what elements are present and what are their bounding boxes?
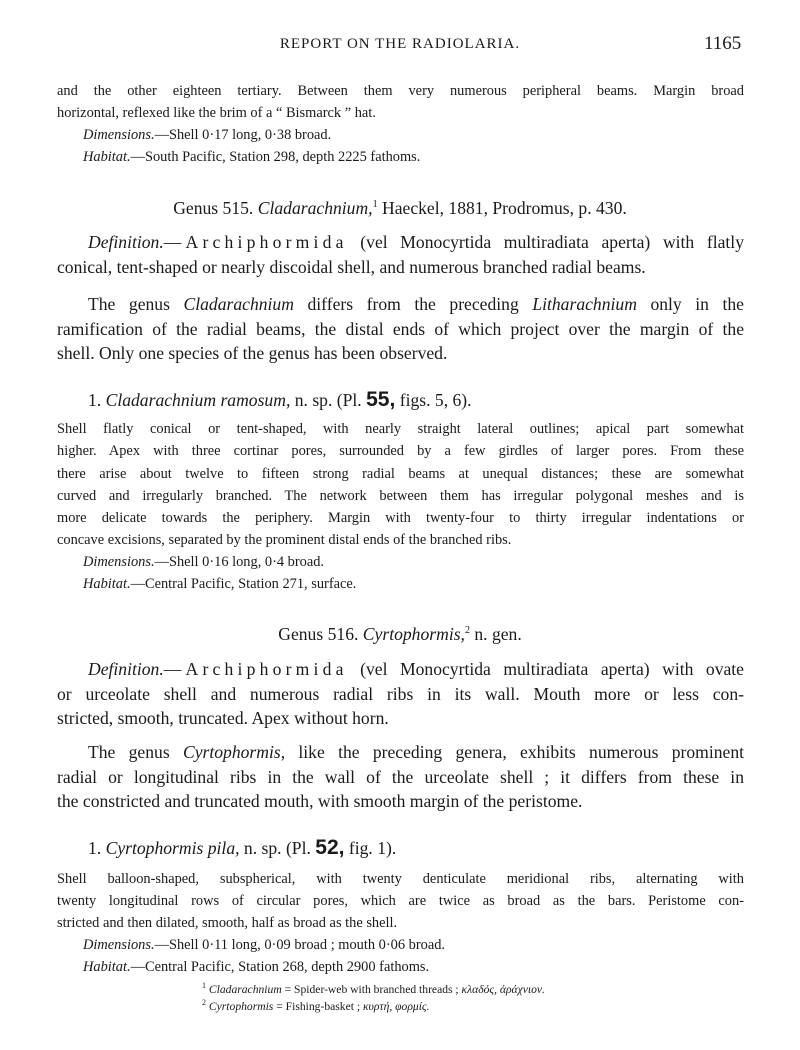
species-1-desc-line-3: there arise about twelve to fifteen strong radial beams at unequal distances; these are somewhat [57, 466, 744, 482]
definition-term: —Archiphormida [163, 232, 348, 252]
footnote-text: = Fishing-basket ; [273, 999, 363, 1013]
species-name: Cyrtophormis pila, [105, 838, 240, 858]
genus-516-para-line-1 [88, 742, 744, 763]
species-1-habitat [83, 573, 356, 595]
habitat-label: Habitat. [83, 959, 131, 975]
genus-516-number: Genus 516. [278, 624, 363, 644]
genus-516-definition-line-1 [88, 659, 744, 680]
running-header: REPORT ON THE RADIOLARIA. [279, 36, 521, 52]
genus-515-author: Haeckel, 1881, Prodromus, p. 430. [377, 198, 627, 218]
genus-515-definition-line-1 [88, 232, 744, 253]
habitat-text: —Central Pacific, Station 268, depth 2900 fathoms. [130, 959, 430, 975]
genus-515-heading [0, 198, 800, 219]
genus-516-author: n. gen. [469, 624, 522, 644]
top-habitat [83, 146, 420, 168]
genus-516-definition-line-2: or urceolate shell and numerous radial ribs in its wall. Mouth more or less con- [57, 684, 744, 704]
para-text: only in the [636, 294, 744, 314]
species-2-desc-line-1: Shell balloon-shaped, subspherical, with twenty denticulate meridional ribs, alternating with [57, 871, 744, 887]
species-number: 1. [88, 390, 106, 410]
footnote-greek: κυρτή, φορμίς. [362, 999, 430, 1013]
species-2-dimensions [83, 934, 445, 956]
page-number: 1165 [704, 33, 742, 54]
habitat-text: —Central Pacific, Station 271, surface. [130, 576, 357, 592]
genus-name: Cyrtophormis, [182, 742, 286, 762]
footnote-ref-2: 2 [464, 625, 470, 637]
footnote-mark: 1 [202, 981, 206, 990]
species-2-heading [88, 836, 396, 860]
dimensions-label: Dimensions. [83, 127, 155, 143]
species-1-heading [88, 388, 472, 412]
top-para-line-1: and the other eighteen tertiary. Between them very numerous peripheral beams. Margin broad [57, 83, 744, 99]
dimensions-label: Dimensions. [83, 937, 155, 953]
genus-515-para-line-1 [88, 294, 744, 315]
species-1-desc-line-4: curved and irregularly branched. The network between them has irregular polygonal meshes and is [57, 488, 744, 504]
para-text: The genus [88, 294, 184, 314]
top-dimensions [83, 124, 331, 146]
genus-516-heading [0, 624, 800, 645]
genus-515-para-line-2: ramification of the radial beams, the distal ends of which project over the margin of the [57, 319, 744, 339]
footnote-term: Cyrtophormis [208, 999, 274, 1013]
dimensions-text: —Shell 0·17 long, 0·38 broad. [154, 127, 332, 143]
para-text: like the preceding genera, exhibits numerous prominent [285, 742, 745, 762]
para-text: differs from the preceding [293, 294, 533, 314]
habitat-label: Habitat. [83, 576, 131, 592]
habitat-label: Habitat. [83, 149, 131, 165]
plate-number: 52, [315, 836, 345, 859]
species-2-desc-line-2: twenty longitudinal rows of circular pores, which are twice as broad as the bars. Peristome con- [57, 893, 744, 909]
species-1-desc-line-6: concave excisions, separated by the prominent distal ends of the branched ribs. [57, 532, 512, 548]
figure-ref: fig. 1). [344, 838, 397, 858]
dimensions-label: Dimensions. [83, 554, 155, 570]
species-2-desc-line-3: stricted and then dilated, smooth, half as broad as the shell. [57, 915, 398, 931]
species-ref: n. sp. (Pl. [239, 838, 316, 858]
dimensions-text: —Shell 0·16 long, 0·4 broad. [154, 554, 325, 570]
definition-label: Definition. [88, 232, 164, 252]
genus-516-definition-line-3: stricted, smooth, truncated. Apex without horn. [57, 708, 389, 728]
footnote-ref-1: 1 [372, 199, 378, 211]
genus-515-para-line-3: shell. Only one species of the genus has been observed. [57, 343, 448, 363]
species-number: 1. [88, 838, 106, 858]
species-name: Cladarachnium ramosum, [105, 390, 291, 410]
footnote-term: Cladarachnium [208, 982, 282, 996]
genus-516-para-line-2: radial or longitudinal ribs in the wall of the urceolate shell ; it differs from these in [57, 767, 744, 787]
figure-ref: figs. 5, 6). [395, 390, 472, 410]
species-1-desc-line-2: higher. Apex with three cortinar pores, surrounded by a few girdles of larger pores. From these [57, 443, 744, 459]
dimensions-text: —Shell 0·11 long, 0·09 broad ; mouth 0·06 broad. [154, 937, 446, 953]
genus-name: Cladarachnium [183, 294, 294, 314]
genus-516-name: Cyrtophormis, [362, 624, 465, 644]
genus-515-name: Cladarachnium, [257, 198, 373, 218]
genus-516-para-line-3: the constricted and truncated mouth, with smooth margin of the peristome. [57, 791, 583, 811]
para-text: The genus [88, 742, 183, 762]
plate-number: 55, [366, 388, 396, 411]
definition-term: —Archiphormida [163, 659, 348, 679]
species-2-habitat [83, 956, 429, 978]
footnote-mark: 2 [202, 998, 206, 1007]
footnote-2 [202, 998, 430, 1013]
genus-515-definition-line-2: conical, tent-shaped or nearly discoidal shell, and numerous branched radial beams. [57, 257, 646, 277]
genus-name: Litharachnium [532, 294, 637, 314]
footnote-1 [202, 981, 545, 996]
species-ref: n. sp. (Pl. [290, 390, 367, 410]
definition-text: (vel Monocyrtida multiradiata aperta) with flatly [347, 232, 744, 252]
definition-text: (vel Monocyrtida multiradiata aperta) with ovate [347, 659, 744, 679]
top-para-line-2: horizontal, reflexed like the brim of a “ Bismarck ” hat. [57, 105, 376, 121]
species-1-desc-line-5: more delicate towards the periphery. Margin with twenty-four to thirty irregular indentations or [57, 510, 744, 526]
species-1-dimensions [83, 551, 324, 573]
habitat-text: —South Pacific, Station 298, depth 2225 fathoms. [130, 149, 421, 165]
footnote-greek: κλαδός, ἀράχνιον. [461, 982, 545, 996]
genus-515-number: Genus 515. [173, 198, 258, 218]
definition-label: Definition. [88, 659, 164, 679]
species-1-desc-line-1: Shell flatly conical or tent-shaped, with nearly straight lateral outlines; apical part somewhat [57, 421, 744, 437]
footnote-text: = Spider-web with branched threads ; [281, 982, 462, 996]
